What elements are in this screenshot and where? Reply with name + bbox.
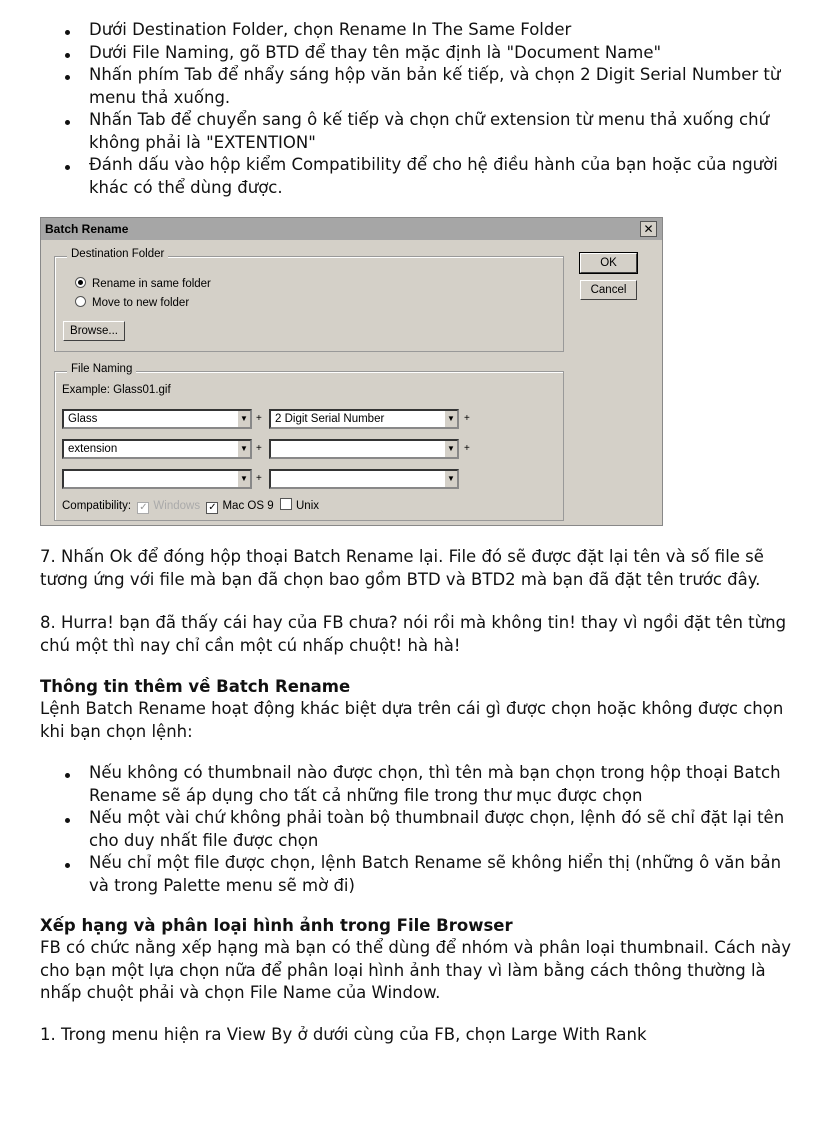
browse-button[interactable]: Browse... [63, 321, 125, 341]
file-naming-group: File Naming Example: Glass01.gif Glass ▼ + 2 Digit Serial Number ▼ + extension ▼ + ▼ + ▼ + ▼ Compatibility: ✓ Windows ✓ Mac OS 9 Unix [54, 371, 564, 521]
compatibility-label: Compatibility: [62, 500, 132, 512]
heading-batch-rename: Thông tin thêm về Batch Rename [40, 677, 351, 696]
list-item: Đánh dấu vào hộp kiểm Compatibility để cho hệ điều hành của bạn hoặc của người khác có thể dùng được. [65, 154, 800, 199]
unix-label: Unix [296, 500, 320, 512]
dropdown-arrow-icon: ▼ [238, 471, 250, 487]
list-item: Nếu chỉ một file được chọn, lệnh Batch Rename sẽ không hiển thị (những ô văn bản và trong Palette menu sẽ mờ đi) [65, 852, 800, 897]
name-field-5[interactable] [62, 469, 252, 489]
mac-os9-checkbox[interactable]: ✓ [208, 502, 217, 513]
paragraph-step-8: 8. Hurra! bạn đã thấy cái hay của FB chưa? nói rồi mà không tin! thay vì ngồi đặt tên từng chú một thì nay chỉ cần một cú nhấp chuột! hà hà! [40, 613, 787, 655]
radio-label: Rename in same folder [92, 278, 211, 290]
paragraph-step-7: 7. Nhấn Ok để đóng hộp thoại Batch Rename lại. File đó sẽ được đặt lại tên và số file sẽ tương ứng với file mà bạn đã chọn bao gồm BTD và BTD2 mà bạn đã đặt tên trước đây. [40, 547, 764, 589]
list-item: Dưới Destination Folder, chọn Rename In The Same Folder [65, 19, 800, 42]
name-field-3[interactable]: extension ▼ [62, 439, 252, 459]
windows-label: Windows [153, 500, 201, 512]
radio-checked-icon [75, 277, 86, 288]
dropdown-arrow-icon: ▼ [445, 411, 457, 427]
radio-unchecked-icon [75, 296, 86, 307]
list-item: Nếu không có thumbnail nào được chọn, thì tên mà bạn chọn trong hộp thoại Batch Rename sẽ áp dụng cho tất cả những file trong thư mục được chọn [65, 762, 800, 807]
windows-checkbox: ✓ [139, 502, 148, 513]
name-field-2[interactable]: 2 Digit Serial Number ▼ [269, 409, 459, 429]
mac-label: Mac OS 9 [222, 500, 274, 512]
name-field-1[interactable]: Glass ▼ [62, 409, 252, 429]
dropdown-arrow-icon: ▼ [238, 411, 250, 427]
list-item: Nhấn phím Tab để nhẩy sáng hộp văn bản kế tiếp, và chọn 2 Digit Serial Number từ menu thả xuống. [65, 64, 800, 109]
name-field-6[interactable] [269, 469, 459, 489]
group-label: File Naming [67, 363, 136, 375]
paragraph-ranking: FB có chức nằng xếp hạng mà bạn có thể dùng để nhóm và phân loại thumbnail. Cách này cho bạn một lựa chọn nữa để phân loại hình ảnh thay vì làm bằng cách thông thường là nhấp chuột phải và chọn File Name của Window. [40, 938, 792, 1002]
cancel-button[interactable]: Cancel [580, 280, 637, 300]
example-text: Example: Glass01.gif [62, 384, 171, 396]
radio-move-new-folder[interactable] [75, 296, 189, 309]
dropdown-arrow-icon: ▼ [238, 441, 250, 457]
batch-rename-dialog [40, 217, 663, 526]
radio-label: Move to new folder [92, 297, 190, 309]
unix-checkbox[interactable] [280, 498, 292, 510]
group-label: Destination Folder [67, 248, 168, 260]
list-item: Nếu một vài chứ không phải toàn bộ thumbnail được chọn, lệnh đó sẽ chỉ đặt lại tên cho duy nhất file được chọn [65, 807, 800, 852]
close-icon[interactable]: ✕ [640, 221, 657, 237]
dropdown-arrow-icon: ▼ [445, 471, 457, 487]
batch-rename-list [65, 762, 800, 897]
list-item: Nhấn Tab để chuyển sang ô kế tiếp và chọn chữ extension từ menu thả xuống chứ không phải là "EXTENTION" [65, 109, 800, 154]
paragraph-batch-rename: Lệnh Batch Rename hoạt động khác biệt dựa trên cái gì được chọn hoặc không được chọn khi bạn chọn lệnh: [40, 699, 784, 741]
paragraph-step-1: 1. Trong menu hiện ra View By ở dưới cùng của FB, chọn Large With Rank [40, 1025, 647, 1044]
name-field-4[interactable] [269, 439, 459, 459]
dialog-title: Batch Rename [41, 218, 662, 240]
destination-folder-group [54, 248, 564, 352]
radio-rename-same-folder[interactable] [75, 277, 211, 290]
heading-ranking: Xếp hạng và phân loại hình ảnh trong File Browser [40, 916, 513, 935]
compatibility-row [62, 498, 319, 514]
instruction-list [65, 19, 800, 199]
ok-button[interactable]: OK [580, 253, 637, 273]
dropdown-arrow-icon: ▼ [445, 441, 457, 457]
list-item: Dưới File Naming, gõ BTD để thay tên mặc định là "Document Name" [65, 42, 800, 65]
